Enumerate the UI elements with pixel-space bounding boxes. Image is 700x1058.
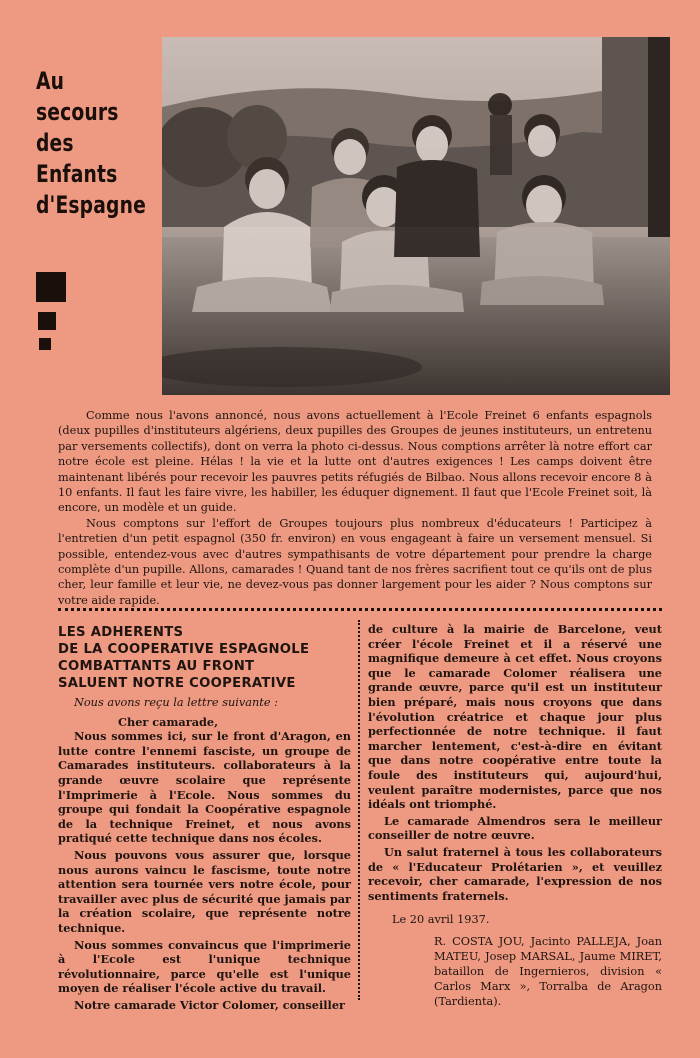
letter-paragraph: de culture à la mairie de Barcelone, veut créer l'école Freinet et il a réservé une magnifique demeure à cet effet. Nous croyons que le camarade Colomer réalisera une grande œuvre, parce qu'il est un instituteur bien préparé, mais nous croyons que dans l'évolution créatrice et chaque jour plus perfectionnée de notre technique. il faut marcher lentement, c'est-à-dire en évitant que dans notre coopérative entre toute la foule des instituteurs qui, aujourd'hui, veulent paraître modernistes, parce que nos idéals ont triomphé. <box>368 622 662 812</box>
letter-paragraph: Notre camarade Victor Colomer, conseiller <box>74 997 345 1012</box>
decorative-squares <box>36 272 76 352</box>
letter-salutation: Cher camarade, <box>118 714 219 729</box>
square-small <box>39 338 51 350</box>
intro-paragraph: Comme nous l'avons annoncé, nous avons actuellement à l'Ecole Freinet 6 enfants espagnols (deux pupilles d'instituteurs algériens, deux pupilles des Groupes de jeunes instituteurs, un entretenu par versements collectifs), dont on verra la photo ci-dessus. Nous comptions arrêter là notre effort car notre école est pleine. Hélas ! la vie et la lutte ont d'autres exigences ! Les camps doivent être maintenant libérés pour recevoir les pauvres petits réfugiés de Bilbao. Nous allons recevoir encore 8 à 10 enfants. Il faut les faire vivre, les habiller, les éduquer dignement. Il faut que l'Ecole Freinet soit, là encore, un modèle et un guide. <box>58 409 652 515</box>
letter-signers: R. COSTA JOU, Jacinto PALLEJA, Joan MATEU, Josep MARSAL, Jaume MIRET, bataillon de Ingernieros, division « Carlos Marx », Torralba de Aragon (Tardienta). <box>434 934 662 1008</box>
square-large <box>36 272 66 302</box>
letter-paragraph: Nous sommes convaincus que l'imprimerie à l'Ecole est l'unique technique révolutionnaire, parce qu'elle est l'unique moyen de réaliser l'école active du travail. <box>58 937 351 996</box>
horizontal-dotted-divider <box>58 608 662 611</box>
article-title <box>36 66 146 221</box>
article-headline <box>58 624 351 692</box>
article-subtitle: Nous avons reçu la lettre suivante : <box>74 696 278 709</box>
intro-paragraph: Nous comptons sur l'effort de Groupes toujours plus nombreux d'éducateurs ! Participez à l'entretien d'un petit espagnol (350 fr. environ) en vous engageant à faire un versement mensuel. Si possible, entendez-vous avec d'autres sympathisants de votre département pour prendre la charge complète d'un pupille. Allons, camarades ! Quand tant de nos frères sacrifient tout ce qu'ils ont de plus cher, leur famille et leur vie, ne devez-vous pas donner largement pour les aider ? Nous comptons sur votre aide rapide. <box>58 516 652 607</box>
letter-date: Le 20 avril 1937. <box>392 913 490 927</box>
article-left-column <box>58 624 351 1012</box>
headline-line: DE LA COOPERATIVE ESPAGNOLE <box>58 642 310 657</box>
letter-paragraph: Nous pouvons vous assurer que, lorsque nous aurons vaincu le fascisme, toute notre attention sera tournée vers notre école, pour travailler avec plus de sécurité que jamais par la création scolaire, que représente notre technique. <box>58 847 351 935</box>
headline-line: COMBATTANTS AU FRONT <box>58 659 255 674</box>
letter-paragraph: Le camarade Almendros sera le meilleur conseiller de notre œuvre. <box>368 813 662 843</box>
letter-body <box>58 729 351 1012</box>
article-right-column <box>368 622 662 1009</box>
intro-text <box>58 408 652 608</box>
letter-paragraph: Un salut fraternel à tous les collaborateurs de « l'Educateur Prolétarien », et veuillez recevoir, cher camarade, l'expression de nos sentiments fraternels. <box>368 844 662 903</box>
title-line: Enfants <box>36 160 118 188</box>
title-line: d'Espagne <box>36 191 146 219</box>
children-photo <box>162 37 670 395</box>
title-line: des <box>36 129 74 157</box>
headline-line: SALUENT NOTRE COOPERATIVE <box>58 676 296 691</box>
letter-paragraph: Nous sommes ici, sur le front d'Aragon, en lutte contre l'ennemi fasciste, un groupe de Camarades instituteurs. collaborateurs à la grande œuvre scolaire que représente l'Imprimerie à l'Ecole. Nous sommes du groupe qui fondait la Coopérative espagnole de la technique Freinet, et nous avons pratiqué cette technique dans nos écoles. <box>58 729 351 846</box>
vertical-dotted-divider <box>358 620 360 1000</box>
photo-illustration <box>162 37 670 395</box>
headline-line: LES ADHERENTS <box>58 625 184 640</box>
title-line: Au <box>36 67 65 95</box>
square-medium <box>38 312 56 330</box>
title-line: secours <box>36 98 119 126</box>
